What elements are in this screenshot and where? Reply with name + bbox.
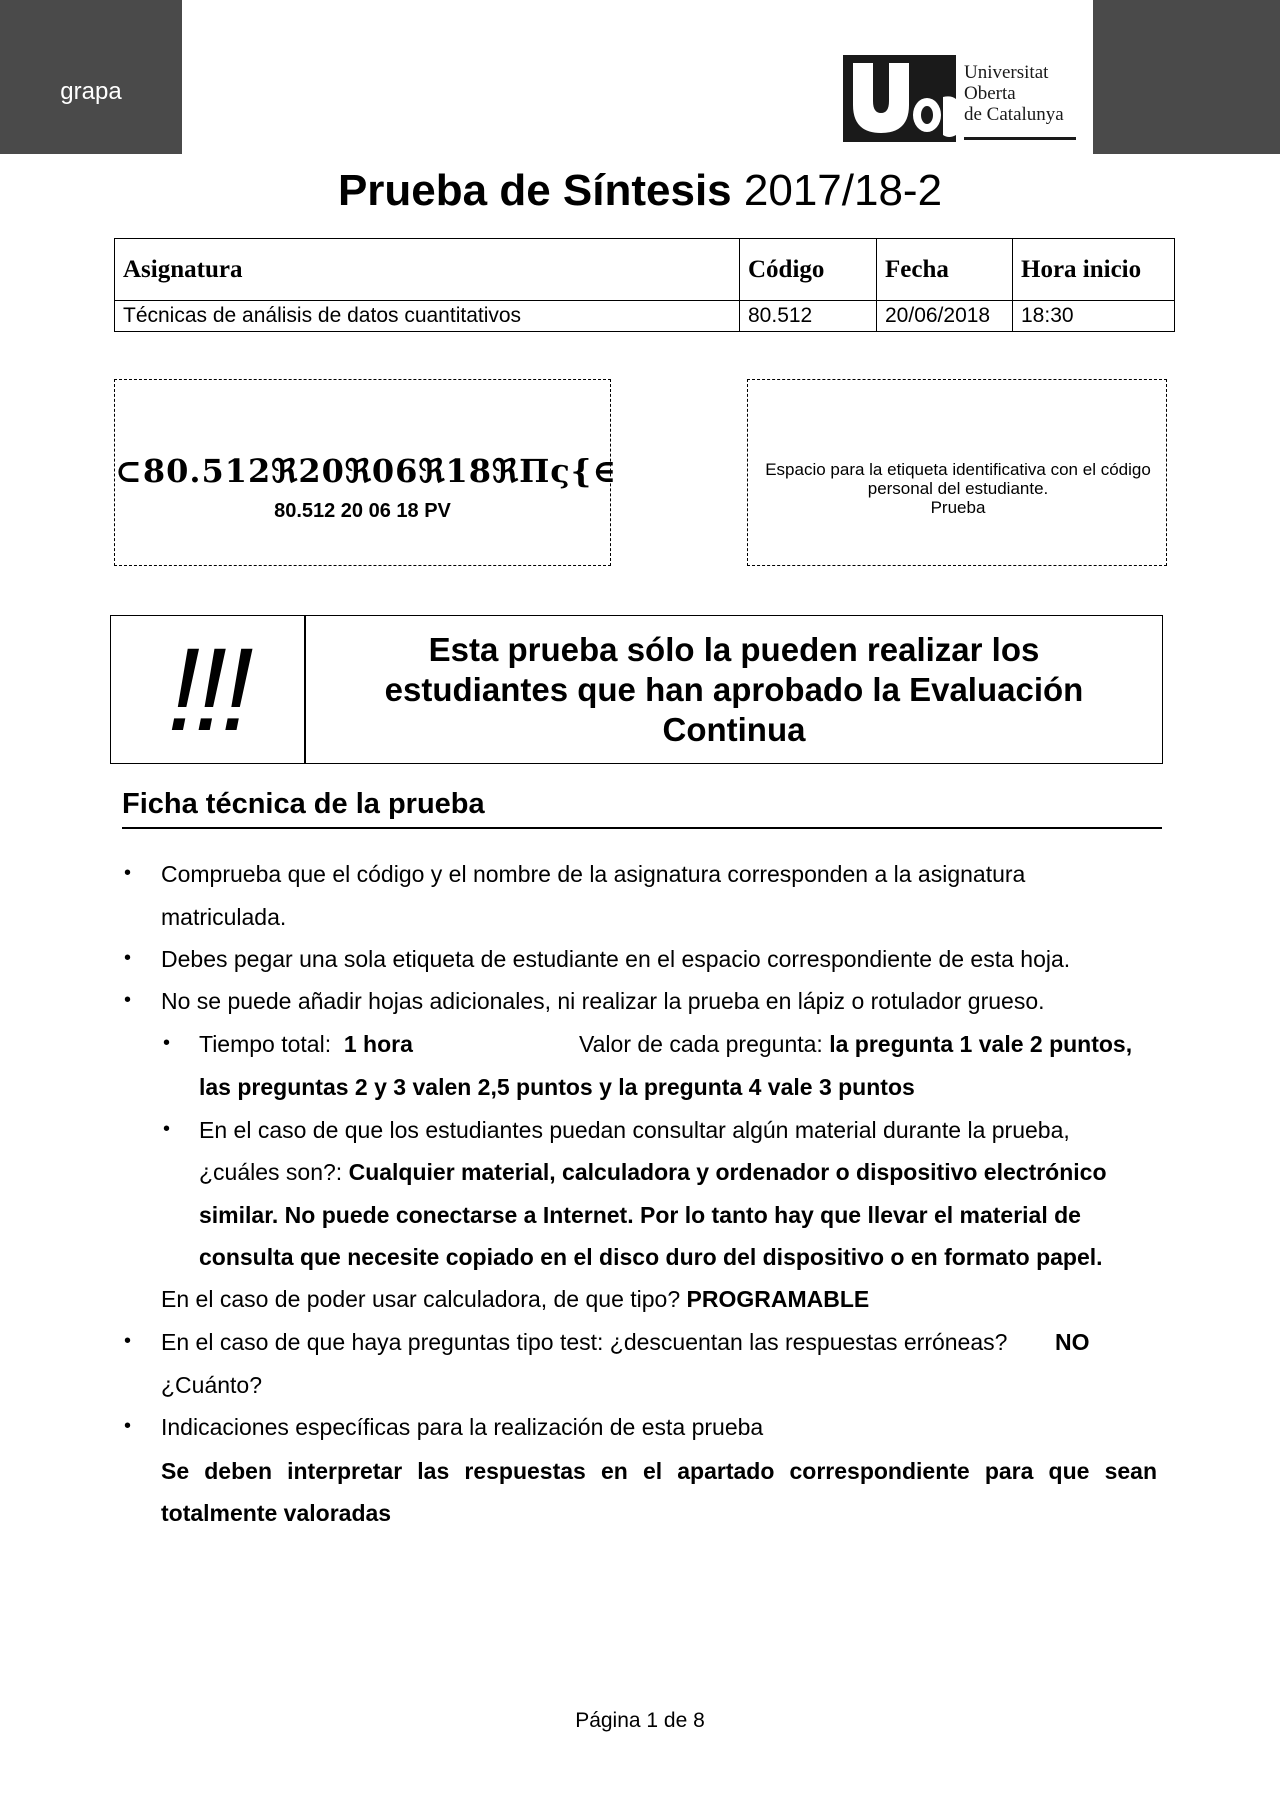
header-band-right <box>1093 0 1280 154</box>
value-start-time: 18:30 <box>1013 301 1175 332</box>
header-start-time: Hora inicio <box>1013 239 1175 301</box>
item-how-much: ¿Cuánto? <box>161 1372 263 1398</box>
grapa-label: grapa <box>60 78 122 105</box>
logo-underline <box>964 137 1076 140</box>
bullet-icon: • <box>124 947 132 969</box>
header-subject: Asignatura <box>115 239 740 301</box>
student-label-box <box>747 379 1167 566</box>
item-test-answer: NO <box>1055 1329 1090 1355</box>
item-check-code-l1: Comprueba que el código y el nombre de la asignatura corresponden a la asignatura <box>161 861 1026 887</box>
warning-text: Esta prueba sólo la pueden realizar los estudiantes que han aprobado la Evaluación Continua <box>384 630 1084 748</box>
value-date: 20/06/2018 <box>877 301 1013 332</box>
bullet-icon: • <box>163 1032 171 1054</box>
uoc-logo-icon <box>843 55 956 142</box>
bullet-icon: • <box>124 1415 132 1437</box>
item-specific-instructions: Indicaciones específicas para la realización de esta prueba <box>161 1414 764 1440</box>
exam-code-box <box>114 379 618 566</box>
item-question-values-l2: las preguntas 2 y 3 valen 2,5 puntos y la pregunta 4 vale 3 puntos <box>199 1074 915 1100</box>
bullet-icon: • <box>163 1118 171 1140</box>
exam-code: 80.512 20 06 18 PV <box>274 500 451 522</box>
header-date: Fecha <box>877 239 1013 301</box>
item-material-l3: similar. No puede conectarse a Internet. Por lo tanto hay que llevar el material de <box>199 1202 1081 1228</box>
barcode: ⊂80.512ℜ20ℜ06ℜ18ℜΠς{∈ <box>115 452 618 490</box>
header-code: Código <box>740 239 877 301</box>
header-band-left <box>0 0 182 154</box>
bullet-icon: • <box>124 862 132 884</box>
section-title: Ficha técnica de la prueba <box>122 788 485 820</box>
student-label-text: Espacio para la etiqueta identificativa con el código personal del estudiante. Prueba <box>765 460 1151 517</box>
item-material-l2: ¿cuáles son?: Cualquier material, calculadora y ordenador o dispositivo electrónico <box>199 1159 1107 1185</box>
item-specific-instructions-bold: Se deben interpretar las respuestas en el apartado correspondiente para que sean totalmente valoradas <box>161 1458 1157 1526</box>
warning-exclamation-icon: !!! <box>167 623 248 756</box>
page-number: Página 1 de 8 <box>575 1709 705 1732</box>
exam-info-table <box>114 238 1175 332</box>
value-subject: Técnicas de análisis de datos cuantitativos <box>115 301 740 332</box>
item-question-values: Valor de cada pregunta: la pregunta 1 vale 2 puntos, <box>579 1031 1133 1057</box>
uoc-logo-text: Universitat Oberta de Catalunya <box>964 62 1064 125</box>
warning-box <box>110 615 1163 764</box>
bullet-icon: • <box>124 1330 132 1352</box>
section-rule <box>122 827 1162 829</box>
item-material-l4: consulta que necesite copiado en el disco duro del dispositivo o en formato papel. <box>199 1244 1103 1270</box>
item-calculator: En el caso de poder usar calculadora, de que tipo? PROGRAMABLE <box>161 1286 870 1312</box>
item-material-l1: En el caso de que los estudiantes puedan consultar algún material durante la prueba, <box>199 1117 1070 1143</box>
value-code: 80.512 <box>740 301 877 332</box>
item-time-total: Tiempo total: 1 hora <box>199 1031 413 1057</box>
item-test-question: En el caso de que haya preguntas tipo test: ¿descuentan las respuestas erróneas? <box>161 1329 1008 1355</box>
page-title: Prueba de Síntesis 2017/18-2 <box>337 166 943 215</box>
bullet-icon: • <box>124 989 132 1011</box>
item-label: Debes pegar una sola etiqueta de estudiante en el espacio correspondiente de esta hoja. <box>161 946 1071 972</box>
item-no-extra-sheets: No se puede añadir hojas adicionales, ni realizar la prueba en lápiz o rotulador grueso. <box>161 988 1045 1014</box>
item-check-code-l2: matriculada. <box>161 904 287 930</box>
